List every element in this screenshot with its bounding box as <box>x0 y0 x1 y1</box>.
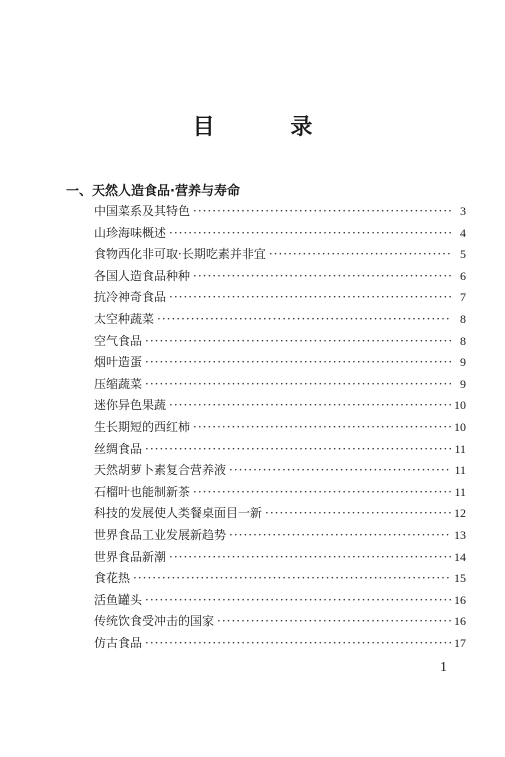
leader-dots <box>157 309 451 331</box>
toc-entry[interactable] <box>94 395 466 417</box>
toc-entry-page: 4 <box>460 225 466 240</box>
toc-entry[interactable] <box>94 503 466 525</box>
page-number: 1 <box>440 660 447 675</box>
toc-entry-page: 16 <box>454 592 466 607</box>
toc-entry-page: 11 <box>454 484 466 499</box>
toc-entry-title: 活鱼罐头 <box>94 592 143 607</box>
toc-entry-page: 7 <box>460 290 466 305</box>
leader-dots <box>269 244 451 266</box>
leader-dots <box>145 352 451 374</box>
leader-dots <box>193 482 451 504</box>
toc-list <box>94 201 466 654</box>
toc-entry[interactable] <box>94 439 466 461</box>
toc-entry[interactable] <box>94 547 466 569</box>
toc-entry[interactable] <box>94 266 466 288</box>
toc-entry-page: 10 <box>454 419 466 434</box>
toc-entry-page: 12 <box>454 506 466 521</box>
toc-entry-page: 9 <box>460 355 466 370</box>
toc-entry[interactable] <box>94 374 466 396</box>
toc-entry-page: 6 <box>460 268 466 283</box>
toc-entry-page: 13 <box>454 527 466 542</box>
toc-entry-title: 抗冷神奇食品 <box>94 290 167 305</box>
toc-entry-title: 烟叶造蛋 <box>94 355 143 370</box>
toc-entry-page: 17 <box>454 635 466 650</box>
leader-dots <box>133 568 451 590</box>
toc-entry-page: 8 <box>460 333 466 348</box>
toc-entry-title: 中国菜系及其特色 <box>94 204 191 218</box>
toc-entry[interactable] <box>94 633 466 655</box>
toc-entry-title: 太空种蔬菜 <box>94 311 155 326</box>
toc-entry[interactable] <box>94 331 466 353</box>
toc-entry-title: 生长期短的西红柿 <box>94 419 191 434</box>
leader-dots <box>229 525 451 547</box>
toc-entry-title: 科技的发展使人类餐桌面目一新 <box>94 506 263 521</box>
toc-entry-page: 9 <box>460 376 466 391</box>
toc-entry-page: 15 <box>454 571 466 586</box>
leader-dots <box>145 374 451 396</box>
leader-dots <box>193 417 451 439</box>
toc-entry[interactable] <box>94 244 466 266</box>
toc-entry[interactable] <box>94 417 466 439</box>
leader-dots <box>145 590 451 612</box>
toc-entry[interactable] <box>94 525 466 547</box>
section-heading: 一、天然人造食品·营养与寿命 <box>66 184 240 199</box>
toc-entry[interactable] <box>94 568 466 590</box>
toc-entry-title: 食花热 <box>94 571 131 586</box>
leader-dots <box>229 460 451 482</box>
toc-entry-title: 石榴叶也能制新茶 <box>94 484 191 499</box>
leader-dots <box>265 503 451 525</box>
toc-entry[interactable] <box>94 223 466 245</box>
leader-dots <box>217 611 451 633</box>
leader-dots <box>193 266 451 288</box>
leader-dots <box>145 439 451 461</box>
toc-entry-title: 各国人造食品种种 <box>94 268 191 283</box>
leader-dots <box>169 287 451 309</box>
toc-entry-title: 空气食品 <box>94 333 143 348</box>
toc-entry-page: 11 <box>454 441 466 456</box>
toc-entry-title: 仿古食品 <box>94 635 143 650</box>
toc-entry-page: 3 <box>460 204 466 218</box>
toc-entry-title: 食物西化非可取·长期吃素并非宜 <box>94 247 266 262</box>
leader-dots <box>145 331 451 353</box>
toc-entry-page: 11 <box>454 463 466 478</box>
toc-entry-title: 世界食品工业发展新趋势 <box>94 527 227 542</box>
toc-entry-title: 丝绸食品 <box>94 441 143 456</box>
toc-entry-page: 10 <box>454 398 466 413</box>
toc-entry[interactable] <box>94 287 466 309</box>
toc-entry[interactable] <box>94 611 466 633</box>
toc-entry-title: 压缩蔬菜 <box>94 376 143 391</box>
toc-entry[interactable] <box>94 482 466 504</box>
toc-entry-title: 传统饮食受冲击的国家 <box>94 614 215 629</box>
toc-entry[interactable] <box>94 460 466 482</box>
page-title: 目 录 <box>192 115 347 140</box>
toc-entry-title: 山珍海味概述 <box>94 225 167 240</box>
toc-entry[interactable] <box>94 352 466 374</box>
toc-entry-title: 迷你异色果蔬 <box>94 398 167 413</box>
leader-dots <box>169 223 451 245</box>
leader-dots <box>145 633 451 655</box>
toc-entry[interactable] <box>94 309 466 331</box>
toc-entry-page: 14 <box>454 549 466 564</box>
toc-entry[interactable] <box>94 201 466 223</box>
leader-dots <box>169 547 451 569</box>
leader-dots <box>193 201 451 223</box>
toc-entry-page: 8 <box>460 311 466 326</box>
toc-entry-page: 5 <box>460 247 466 262</box>
leader-dots <box>169 395 451 417</box>
toc-entry-title: 天然胡萝卜素复合营养液 <box>94 463 227 478</box>
toc-entry[interactable] <box>94 590 466 612</box>
toc-entry-title: 世界食品新潮 <box>94 549 167 564</box>
toc-entry-page: 16 <box>454 614 466 629</box>
